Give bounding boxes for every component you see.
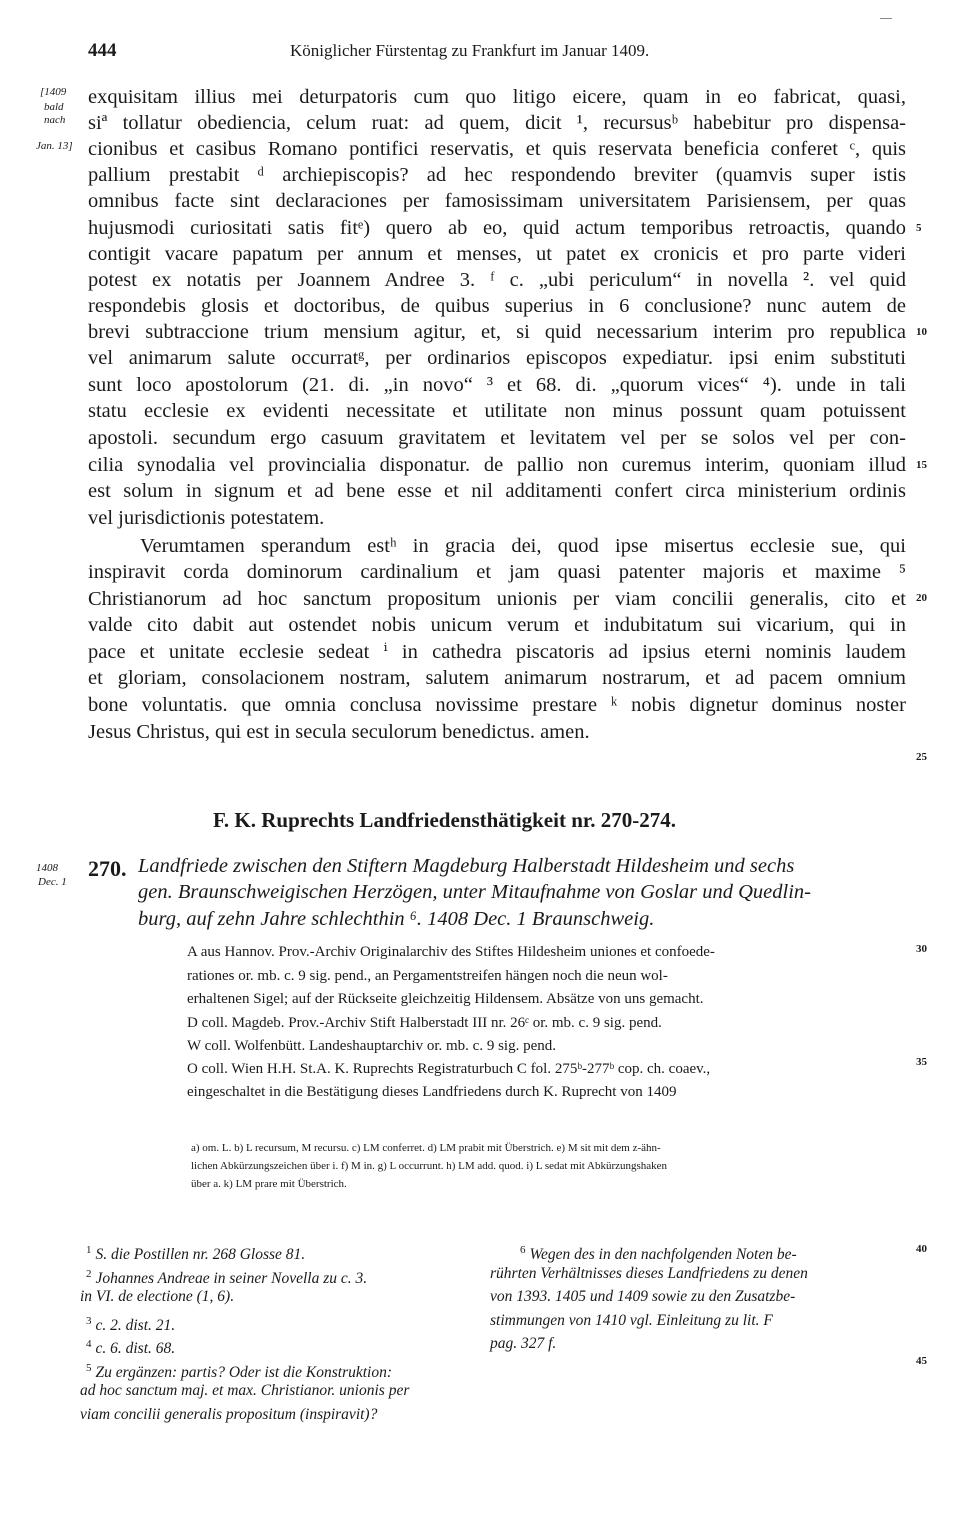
footnote-text: rührten Verhältnisses dieses Landfriedens zu denen [490,1265,808,1282]
body-line: omnibus facte sint declaraciones per famosissimam universitatem Parisiensem, per quas [88,190,906,212]
footnote-text: Zu ergänzen: partis? Oder ist die Konstruktion: [95,1364,393,1382]
body-line: apostoli. secundum ergo casuum gravitatem et levitatem vel per se solos vel per con- [88,427,906,449]
doc-date-year: 1408 [36,862,58,874]
body-line: et gloriam, consolacionem nostram, salutem animarum nostrarum, et ad pacem omnium [88,667,906,689]
body-line: pallium prestabit ᵈ archiepiscopis? ad hec respondendo breviter (quamvis super istis [88,164,906,186]
body-line: sunt loco apostolorum (21. di. „in novo“ ³ et 68. di. „quorum vices“ ⁴). unde in tali [88,374,906,396]
body-line: est solum in signum et ad bene esse et nil additamenti confert circa ministerium ordinis [88,480,906,502]
corner-mark [880,18,892,19]
line-number-35: 35 [916,1056,927,1068]
footnote-2-cont [80,1285,234,1309]
footnote-text: ad hoc sanctum maj. et max. Christianor. unionis per [80,1382,410,1399]
document-title-line: Landfriede zwischen den Stiftern Magdeburg Halberstadt Hildesheim und sechs [138,855,795,877]
body-line: exquisitam illius mei deturpatoris cum quo litigo eicere, quam in eo fabricat, quasi, [88,86,906,108]
body-line: brevi subtraccione trium mensium agitur, et, si quid necessarium interim pro republica [88,321,906,343]
footnote-text: S. die Postillen nr. 268 Glosse 81. [95,1246,306,1264]
body-line: vel animarum salute occurratᵍ, per ordinarios episcopos expediatur. ipsi enim substituti [88,347,906,369]
margin-note-year: [1409 [40,86,67,98]
line-number-45: 45 [916,1355,927,1367]
body-line: inspiravit corda dominorum cardinalium et jam quasi patenter majoris et maxime ⁵ [88,561,906,583]
line-number-40: 40 [916,1243,927,1255]
footnote-text: viam concilii generalis propositum (inspiravit)? [80,1406,378,1423]
body-line: valde cito dabit aut ostendet nobis unicum verum et indubitatum sui vicarium, qui in [88,614,906,636]
body-line: hujusmodi curiositati satis fitᵉ) quero ab eo, quid actum temporibus retroactis, quando [88,217,906,239]
footnote-5-cont [80,1379,409,1403]
body-line: cionibus et casibus Romano pontifici reservatis, et quis reservata beneficia conferet ᶜ, quis [88,138,906,160]
footnote-6-cont [490,1262,808,1286]
footnote-text: in VI. de electione (1, 6). [80,1288,235,1305]
footnote-text: c. 2. dist. 21. [95,1317,176,1335]
footnote-text: c. 6. dist. 68. [95,1340,176,1358]
source-line: W coll. Wolfenbütt. Landeshauptarchiv or. mb. c. 9 sig. pend. [187,1038,556,1054]
body-line: Jesus Christus, qui est in secula seculorum benedictus. amen. [88,721,590,743]
footnote-text: stimmungen von 1410 vgl. Einleitung zu lit. F [490,1312,773,1329]
doc-date-day: Dec. 1 [38,876,67,888]
footnote-6-cont [490,1309,773,1333]
section-heading: F. K. Ruprechts Landfriedensthätigkeit nr. 270-274. [213,808,677,832]
source-line: eingeschaltet in die Bestätigung dieses Landfriedens durch K. Ruprecht von 1409 [187,1084,677,1100]
footnote-6-cont [490,1285,795,1309]
footnote-marker: 6 [520,1244,526,1256]
margin-note-date: Jan. 13] [36,140,73,152]
source-line: O coll. Wien H.H. St.A. K. Ruprechts Registraturbuch C fol. 275ᵇ-277ᵇ cop. ch. coaev., [187,1061,711,1077]
document-number: 270. [88,856,127,881]
body-line: respondebis glosis et doctoribus, de quibus superius in 6 conclusione? nunc autem de [88,295,906,317]
body-line: siª tollatur obediencia, celum ruat: ad quem, dicit ¹, recursusᵇ habebitur pro dispensa- [88,112,906,134]
body-line: Christianorum ad hoc sanctum propositum unionis per viam concilii generalis, cito et [88,588,906,610]
line-number-5: 5 [916,222,922,234]
footnote-text: Johannes Andreae in seiner Novella zu c. 3. [95,1270,368,1288]
page-number: 444 [88,40,117,61]
body-line: statu ecclesie ex evidenti necessitate et utilitate non minus possunt quam potuissent [88,400,906,422]
body-line: contigit vacare papatum per annum et menses, ut patet ex cronicis et pro parte videri [88,243,906,265]
footnote-marker: 4 [86,1338,92,1350]
body-line: potest ex notatis per Joannem Andree 3. ᶠ c. „ubi periculum“ in novella ². vel quid [88,269,906,291]
variant-line: lichen Abkürzungszeichen über i. f) M in. g) L occurrunt. h) LM add. quod. i) L sedat mit Abkürzungshaken [191,1160,668,1172]
footnote-marker: 5 [86,1362,92,1374]
margin-note-nach: nach [44,114,66,126]
source-line: rationes or. mb. c. 9 sig. pend., an Pergamentstreifen hängen noch die neun wol- [187,968,668,984]
body-line: vel jurisdictionis potestatem. [88,507,325,529]
source-line: erhaltenen Sigel; auf der Rückseite gleichzeitig Hildensem. Absätze von uns gemacht. [187,991,704,1007]
footnote-text: von 1393. 1405 und 1409 sowie zu den Zusatzbe- [490,1288,796,1305]
line-number-30: 30 [916,943,927,955]
body-line: pace et unitate ecclesie sedeat ⁱ in cathedra piscatoris ad ipsius eterni nominis laudem [88,641,906,663]
document-title-line: gen. Braunschweigischen Herzögen, unter Mitaufnahme von Goslar und Quedlin- [138,881,811,903]
margin-note-bald: bald [44,101,64,113]
variant-line: a) om. L. b) L recursum, M recursu. c) LM conferret. d) LM prabit mit Überstrich. e) M sit mit dem z-ähn- [191,1142,661,1154]
footnote-5-cont [80,1403,377,1427]
footnote-text: pag. 327 f. [490,1335,557,1352]
line-number-20: 20 [916,592,927,604]
line-number-15: 15 [916,459,927,471]
footnote-marker: 2 [86,1268,92,1280]
line-number-25: 25 [916,751,927,763]
variant-line: über a. k) LM prare mit Überstrich. [191,1178,347,1190]
running-title: Königlicher Fürstentag zu Frankfurt im Januar 1409. [290,41,650,60]
footnote-6-cont [490,1332,556,1356]
footnote-marker: 1 [86,1244,92,1256]
source-line: A aus Hannov. Prov.-Archiv Originalarchiv des Stiftes Hildesheim uniones et confoede- [187,944,715,960]
source-line: D coll. Magdeb. Prov.-Archiv Stift Halberstadt III nr. 26ᶜ or. mb. c. 9 sig. pend. [187,1015,662,1031]
body-line: cilia synodalia vel provincialia disponatur. de pallio non curemus interim, quoniam illud [88,454,906,476]
footnote-text: Wegen des in den nachfolgenden Noten be- [529,1246,797,1264]
body-line: bone voluntatis. que omnia conclusa novissime prestare ᵏ nobis dignetur dominus noster [88,694,906,716]
footnote-marker: 3 [86,1315,92,1327]
document-title-line: burg, auf zehn Jahre schlechthin ⁶. 1408 Dec. 1 Braunschweig. [138,908,655,930]
body-line: Verumtamen sperandum estʰ in gracia dei, quod ipse misertus ecclesie sue, qui [140,535,906,557]
line-number-10: 10 [916,326,927,338]
